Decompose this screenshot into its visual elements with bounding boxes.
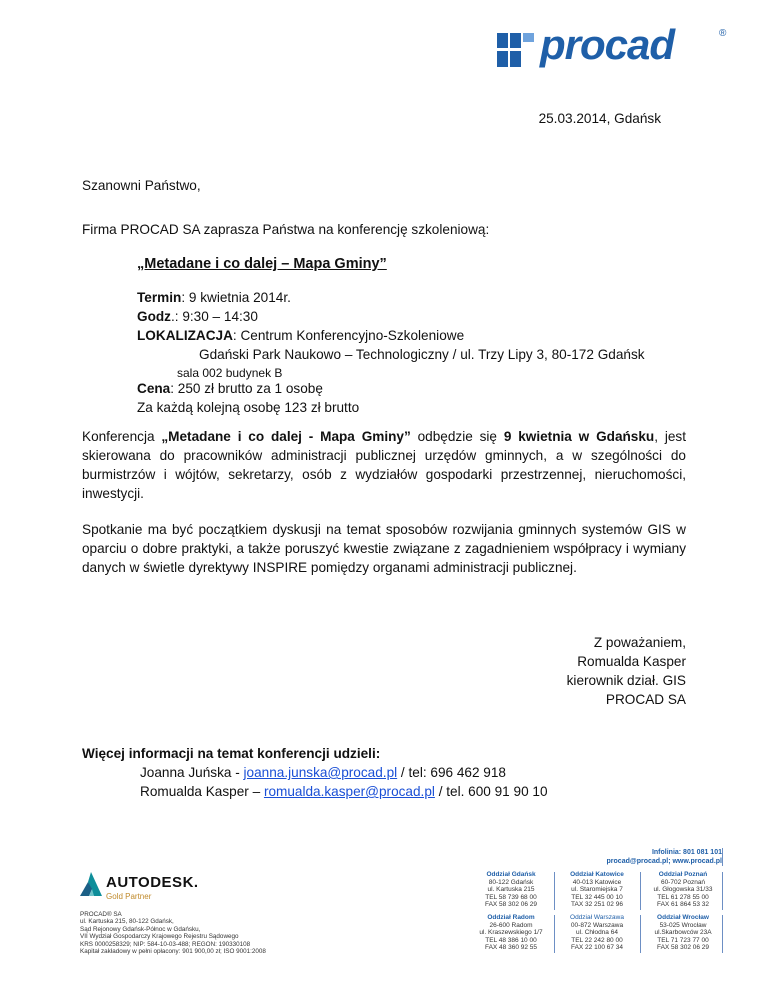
office-line: TEL 61 278 55 00 [657,893,709,901]
letter-date: 25.03.2014, Gdańsk [538,111,661,126]
office-line: TEL 22 242 80 00 [571,936,623,944]
office-name: Oddział Radom [487,914,535,921]
room-line: sala 002 budynek B [177,366,283,380]
office-line: 80-122 Gdańsk [488,878,534,886]
sign-line: Z poważaniem, [593,635,686,650]
office-name: Oddział Poznań [658,871,708,878]
price-line [137,379,359,398]
office-line: TEL 58 739 68 00 [485,893,537,901]
procad-logo [497,21,733,72]
sign-line: Romualda Kasper [577,654,686,669]
office-line: TAX 32 251 02 96 [571,901,623,909]
office-warszawa [561,914,633,952]
office-line: 26-600 Radom [489,921,533,929]
office-line: 40-013 Katowice [572,878,622,886]
office-poznan [647,871,719,909]
office-line: ul. Kraszewskiego 1/7 [479,929,543,937]
office-line: 00-872 Warszawa [570,921,624,929]
price-label: Cena [137,381,171,396]
company-line: Sąd Rejonowy Gdańsk-Północ w Gdańsku, [80,925,201,933]
company-line: PROCAD® SA [80,911,122,918]
autodesk-triangle-icon [80,872,102,896]
contact-line-1 [82,763,548,782]
office-gdansk [475,871,547,909]
company-line: KRS 0000258329; NIP: 584-10-03-488; REGON: 190330108 [80,940,251,948]
paragraph-2: Spotkanie ma być początkiem dyskusji na temat sposobów rozwijania gminnych systemów GIS w oparciu o dobre praktyki, a także poruszyć kwestie związane z zagadnieniem współpracy i wymiany danych w świetle dyrektywy INSPIRE pomiędzy organami administracji publicznej. [82,522,686,575]
email-website: procad@procad.pl; www.procad.pl [606,858,722,865]
company-details [80,911,266,955]
office-line: TEL 48 386 10 00 [485,936,537,944]
company-line: VII Wydział Gospodarczy Krajowego Rejestru Sądowego [80,933,239,941]
contact-heading: Więcej informacji na temat konferencji udzieli: [82,746,381,761]
company-line: ul. Kartuska 215, 80-122 Gdańsk, [80,918,174,926]
price-value: : 250 zł brutto za 1 osobę [170,381,323,396]
termin-value: : 9 kwietnia 2014r. [181,290,291,305]
procad-logo-mark-icon [497,33,537,67]
office-divider [640,915,641,953]
contact-1-name: Joanna Juńska - [140,765,244,780]
office-name: Oddział Katowice [570,871,624,878]
office-divider [640,872,641,910]
greeting: Szanowni Państwo, [82,178,201,193]
conference-title: „Metadane i co dalej – Mapa Gminy” [137,256,387,272]
contact-2-email-link[interactable]: romualda.kasper@procad.pl [263,784,435,799]
hotline-info [607,848,722,866]
company-line: Kapitał zakładowy w pełni opłacony: 901 900,00 zł; ISO 9001:2008 [80,948,266,956]
contact-info [82,744,548,801]
p1-text-e: , jest skierowana do pracowników administracji publicznej urzędów gminnych, a w szególności do burmistrzów i wójtów, sekretarzy, osób z wydziałów gospodarki przestrzennej, nieruchomości, inwestycji. [82,429,686,501]
office-name: Oddział Wrocław [657,914,709,921]
termin-line [137,288,645,307]
office-divider [722,915,723,953]
signature-block [567,633,686,709]
lokalizacja-value: : Centrum Konferencyjno-Szkoleniowe [232,328,465,343]
p1-text-b: „Metadane i co dalej - Mapa Gminy” [161,429,411,444]
office-line: FAX 58 302 06 29 [484,901,538,909]
address-line: Gdański Park Naukowo – Technologiczny / ul. Trzy Lipy 3, 80-172 Gdańsk [199,347,645,362]
termin-label: Termin [137,290,182,305]
office-name: Oddział Warszawa [570,914,624,921]
footer-divider [722,848,723,866]
office-line: TEL 71 723 77 00 [657,936,709,944]
price-details [137,379,359,417]
office-wroclaw [647,914,719,952]
office-name: Oddział Gdańsk [486,871,536,878]
godz-value: .: 9:30 – 14:30 [170,309,258,324]
autodesk-logo [80,872,220,908]
price-extra-line: Za każdą kolejną osobę 123 zł brutto [137,400,360,415]
intro-text: Firma PROCAD SA zaprasza Państwa na konferencję szkoleniową: [82,222,490,237]
event-details [137,288,645,383]
procad-logo-text: procad [540,21,675,68]
office-line: 60-702 Poznań [660,878,706,886]
hotline: Infolinia: 801 081 101 [651,849,722,856]
lokalizacja-line [137,326,645,345]
p1-text-d: 9 kwietnia w Gdańsku [503,429,655,444]
office-divider [722,872,723,910]
paragraph-1 [82,427,686,503]
office-katowice [561,871,633,909]
office-line: FAX 58 302 06 29 [656,944,710,952]
godz-label: Godz [137,309,171,324]
godz-line [137,307,645,326]
contact-line-2 [82,782,548,801]
registered-mark: ® [719,28,727,39]
office-line: 53-025 Wrocław [659,921,707,929]
lokalizacja-label: LOKALIZACJA [137,328,233,343]
office-line: ul. Chłodna 64 [576,929,618,937]
p1-text-a: Konferencja [82,429,162,444]
office-line: FAX 48 360 92 55 [484,944,538,952]
office-line: ul.Skarbowców 23A [654,929,712,937]
p1-text-c: odbędzie się [410,429,504,444]
office-line: ul. Głogowska 31/33 [653,886,713,894]
contact-1-email-link[interactable]: joanna.junska@procad.pl [243,765,398,780]
gold-partner-label: Gold Partner [106,892,152,901]
office-line: ul. Staromiejska 7 [571,886,623,894]
office-line: TEL 32 445 00 10 [571,893,623,901]
sign-line: PROCAD SA [605,692,686,707]
office-divider [554,915,555,953]
contact-2-name: Romualda Kasper – [140,784,264,799]
office-radom [475,914,547,952]
contact-2-phone: / tel. 600 91 90 10 [434,784,548,799]
office-line: FAX 22 100 67 34 [570,944,624,952]
autodesk-name: AUTODESK. [106,874,199,891]
office-divider [554,872,555,910]
contact-1-phone: / tel: 696 462 918 [397,765,506,780]
office-line: ul. Kartuska 215 [487,886,535,894]
sign-line: kierownik dział. GIS [566,673,686,688]
office-line: FAX 61 864 53 32 [656,901,710,909]
